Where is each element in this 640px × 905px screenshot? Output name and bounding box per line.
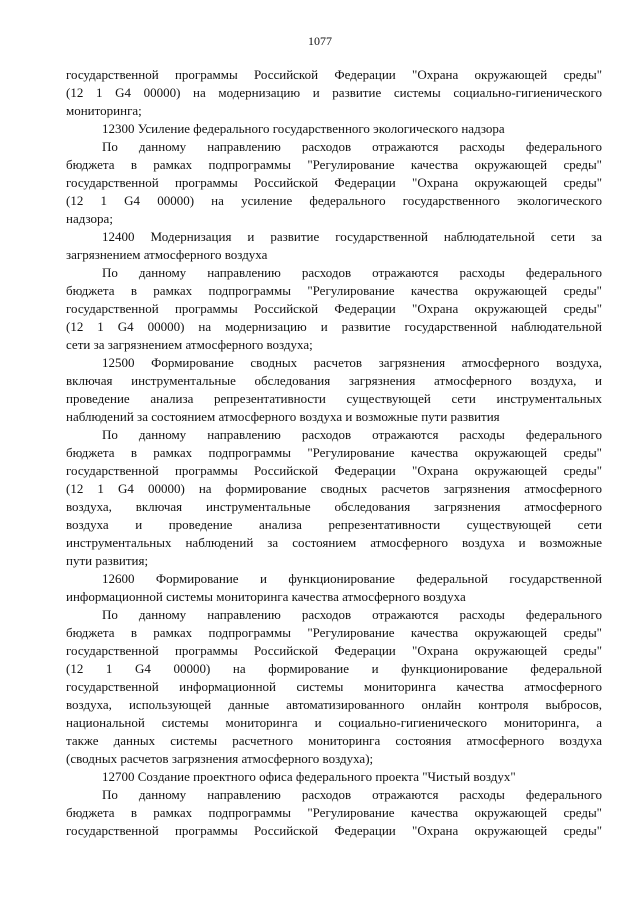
page-number: 1077 (308, 34, 332, 48)
text-line: 12400 Модернизация и развитие государственной наблюдательной сети за (102, 229, 602, 244)
text-line: надзора; (66, 211, 113, 226)
text-line: государственной программы Российской Федерации "Охрана окружающей среды" (66, 301, 602, 316)
text-line: 12600 Формирование и функционирование федеральной государственной (102, 571, 602, 586)
text-line: воздуха, использующей данные автоматизированного онлайн контроля выбросов, (66, 697, 602, 712)
text-line: включая инструментальные обследования загрязнения атмосферного воздуха, и (66, 373, 602, 388)
text-line: национальной системы мониторинга и социально-гигиенического мониторинга, а (66, 715, 602, 730)
text-line: загрязнением атмосферного воздуха (66, 247, 268, 262)
text-line: государственной программы Российской Федерации "Охрана окружающей среды" (66, 643, 602, 658)
text-line: По данному направлению расходов отражаются расходы федерального (102, 139, 602, 154)
text-line: (12 1 G4 00000) на усиление федерального государственного экологического (66, 193, 602, 208)
text-line: наблюдений за состоянием атмосферного воздуха и возможные пути развития (66, 409, 500, 424)
text-line: 12500 Формирование сводных расчетов загрязнения атмосферного воздуха, (102, 355, 602, 370)
text-line: проведение анализа репрезентативности существующей сети инструментальных (66, 391, 602, 406)
text-line: воздуха и проведение анализа репрезентативности существующей сети (66, 517, 602, 532)
text-line: воздуха, включая инструментальные обследования загрязнения атмосферного (66, 499, 602, 514)
text-line: информационной системы мониторинга качества атмосферного воздуха (66, 589, 466, 604)
text-line: По данному направлению расходов отражаются расходы федерального (102, 607, 602, 622)
text-line: сети за загрязнением атмосферного воздуха; (66, 337, 313, 352)
text-line: (12 1 G4 00000) на модернизацию и развитие системы социально-гигиенического (66, 85, 602, 100)
text-line: государственной информационной системы мониторинга качества атмосферного (66, 679, 602, 694)
text-line: (сводных расчетов загрязнения атмосферного воздуха); (66, 751, 374, 766)
text-line: 12700 Создание проектного офиса федерального проекта "Чистый воздух" (102, 769, 516, 784)
text-line: бюджета в рамках подпрограммы "Регулирование качества окружающей среды" (66, 445, 602, 460)
text-line: бюджета в рамках подпрограммы "Регулирование качества окружающей среды" (66, 805, 602, 820)
text-line: По данному направлению расходов отражаются расходы федерального (102, 265, 602, 280)
text-line: государственной программы Российской Федерации "Охрана окружающей среды" (66, 67, 602, 82)
body-text (66, 66, 602, 840)
text-line: государственной программы Российской Федерации "Охрана окружающей среды" (66, 823, 602, 838)
text-line: мониторинга; (66, 103, 142, 118)
text-line: пути развития; (66, 553, 149, 568)
text-line: также данных системы расчетного мониторинга состояния атмосферного воздуха (66, 733, 602, 748)
text-line: государственной программы Российской Федерации "Охрана окружающей среды" (66, 175, 602, 190)
text-line: бюджета в рамках подпрограммы "Регулирование качества окружающей среды" (66, 625, 602, 640)
text-line: 12300 Усиление федерального государственного экологического надзора (102, 121, 505, 136)
text-line: (12 1 G4 00000) на модернизацию и развитие государственной наблюдательной (66, 319, 602, 334)
text-line: инструментальных наблюдений за состоянием атмосферного воздуха и возможные (66, 535, 602, 550)
text-line: По данному направлению расходов отражаются расходы федерального (102, 427, 602, 442)
text-line: бюджета в рамках подпрограммы "Регулирование качества окружающей среды" (66, 283, 602, 298)
text-line: (12 1 G4 00000) на формирование сводных расчетов загрязнения атмосферного (66, 481, 602, 496)
text-line: бюджета в рамках подпрограммы "Регулирование качества окружающей среды" (66, 157, 602, 172)
text-line: (12 1 G4 00000) на формирование и функционирование федеральной (66, 661, 602, 676)
text-line: По данному направлению расходов отражаются расходы федерального (102, 787, 602, 802)
text-line: государственной программы Российской Федерации "Охрана окружающей среды" (66, 463, 602, 478)
